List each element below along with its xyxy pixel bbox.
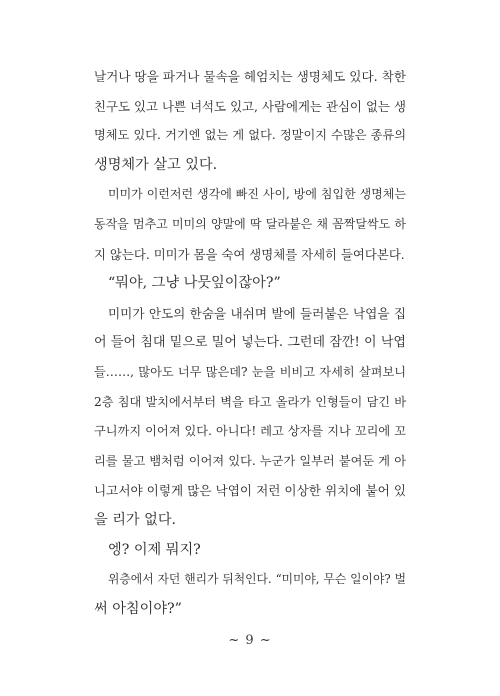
text-line-5: 미미가 이런저런 생각에 빠진 사이, 방에 침입한 생명체는: [108, 187, 406, 202]
body-text: [94, 62, 406, 624]
text-line-15: 니고서야 이렇게 많은 낙엽이 저런 이상한 위치에 붙어 있: [94, 483, 406, 499]
text-line-17: 엥? 이제 뭐지?: [108, 541, 201, 558]
text-line-2: 친구도 있고 나쁜 녀석도 있고, 사람에게는 관심이 없는 생: [94, 98, 406, 114]
text-line-11: 들……, 많아도 너무 많은데? 눈을 비비고 자세히 살펴보니: [94, 364, 406, 379]
text-line-14: 리를 물고 뱀처럼 이어져 있다. 누군가 일부러 붙여둔 게 아: [94, 453, 406, 468]
text-line-8: “뭐야, 그냥 나뭇잎이잖아?”: [108, 275, 281, 292]
text-line-7: 지 않는다. 미미가 몸을 숙여 생명체를 자세히 들여다본다.: [94, 246, 405, 262]
text-line-6: 동작을 멈추고 미미의 양말에 딱 달라붙은 채 꼼짝달싹도 하: [94, 216, 406, 231]
text-line-10: 어 들어 침대 밑으로 밀어 넣는다. 그런데 잠깐! 이 낙엽: [94, 335, 406, 351]
text-line-3: 명체도 있다. 거기엔 없는 게 없다. 정말이지 수많은 종류의: [94, 128, 406, 143]
text-line-9: 미미가 안도의 한숨을 내쉬며 발에 들러붙은 낙엽을 집: [108, 305, 406, 321]
text-line-1: 날거나 땅을 파거나 물속을 헤엄치는 생명체도 있다. 착한: [94, 69, 406, 84]
text-line-12: 2층 침대 발치에서부터 벽을 타고 올라가 인형들이 담긴 바: [94, 394, 406, 409]
text-line-16: 을 리가 없다.: [94, 511, 177, 528]
page-number: ~ 9 ~: [228, 633, 272, 648]
text-line-13: 구니까지 이어져 있다. 아니다! 레고 상자를 지나 꼬리에 꼬: [94, 424, 406, 439]
text-line-19: 써 아침이야?”: [94, 600, 182, 617]
text-line-18: 위층에서 자던 핸리가 뒤척인다. “미미야, 무슨 일이야? 벌: [108, 572, 406, 587]
text-line-4: 생명체가 살고 있다.: [94, 156, 218, 173]
